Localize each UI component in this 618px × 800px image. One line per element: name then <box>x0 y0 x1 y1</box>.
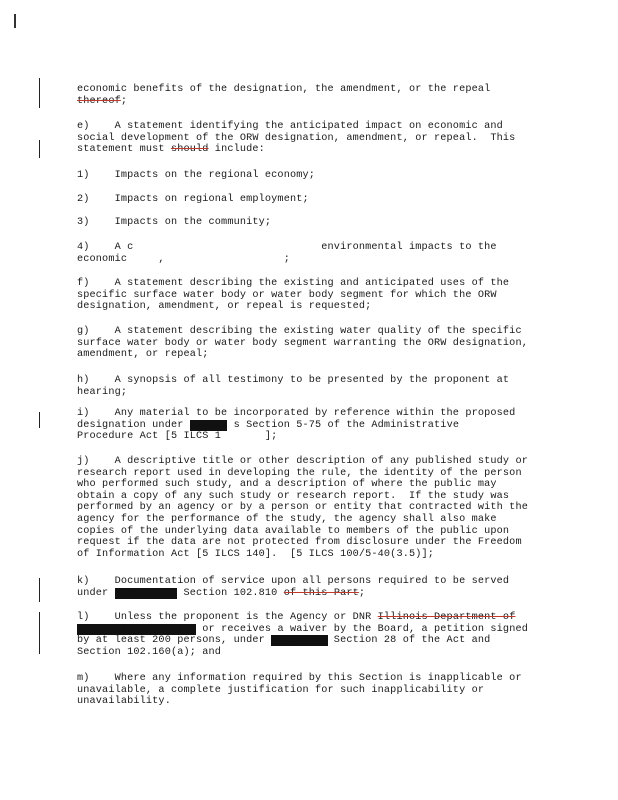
paragraph-e4 <box>77 242 547 265</box>
revision-bar <box>39 578 40 602</box>
paragraph-m <box>77 673 547 708</box>
text-line <box>77 408 547 420</box>
text-line <box>77 673 547 685</box>
text-segment: Section 102.160(a); and <box>77 646 222 658</box>
text-line <box>77 84 547 96</box>
text-line <box>77 242 547 254</box>
paragraph-j <box>77 456 547 560</box>
text-segment: who performed such study, and a description of where the public may <box>77 479 497 491</box>
paragraph-k <box>77 576 547 599</box>
stray-mark <box>14 14 16 28</box>
paragraph-i <box>77 408 547 443</box>
paragraph-e <box>77 121 547 156</box>
text-segment: h) A synopsis of all testimony to be presented by the proponent at <box>77 375 510 386</box>
text-line <box>77 624 547 636</box>
text-line <box>77 387 547 399</box>
text-segment: unavailable, a complete justification for such inapplicability or <box>77 684 485 696</box>
text-segment: Section 102.810 <box>177 587 284 599</box>
text-line <box>77 514 547 526</box>
text-line <box>77 96 547 108</box>
paragraph-h <box>77 375 547 398</box>
text-segment: ; <box>358 587 366 599</box>
text-line <box>77 526 547 538</box>
paragraph-e1 <box>77 170 547 182</box>
text-segment: g) A statement describing the existing water quality of the specific <box>77 326 522 337</box>
text-segment: i) Any material to be incorporated by reference within the proposed <box>77 408 516 419</box>
text-segment: j) A descriptive title or other description of any published study or <box>77 456 528 467</box>
text-segment: designation, amendment, or repeal is requested; <box>77 301 372 313</box>
text-segment: economic , ; <box>77 253 290 265</box>
text-segment: l) Unless the proponent is the Agency or DNR <box>77 612 378 623</box>
paragraph-e3 <box>77 217 547 229</box>
text-line <box>77 375 547 387</box>
text-segment: agency for the performance of the study, the agency shall also make <box>77 513 497 525</box>
text-line <box>77 217 547 229</box>
text-line <box>77 254 547 266</box>
text-line <box>77 647 547 659</box>
text-segment: f) A statement describing the existing and anticipated uses of the <box>77 278 510 289</box>
paragraph-l <box>77 612 547 658</box>
text-segment: surface water body or water body segment warranting the ORW designation, <box>77 337 528 349</box>
text-line <box>77 612 547 624</box>
text-line <box>77 456 547 468</box>
text-segment: m) Where any information required by this Section is inapplicable or <box>77 673 522 684</box>
struck-text: should <box>170 144 209 156</box>
text-line <box>77 301 547 313</box>
text-line <box>77 349 547 361</box>
text-segment: e) A statement identifying the anticipated impact on economic and <box>77 121 503 132</box>
text-line <box>77 278 547 290</box>
text-segment: 4) A c environmental impacts to the <box>77 242 497 253</box>
text-segment: statement must <box>77 144 171 156</box>
text-line <box>77 537 547 549</box>
text-segment: 3) Impacts on the community; <box>77 217 272 228</box>
revision-bar <box>39 612 40 654</box>
text-segment: or receives a waiver by the Board, a petition signed <box>196 623 528 635</box>
text-segment: k) Documentation of service upon all persons required to be served <box>77 576 510 587</box>
text-line <box>77 326 547 338</box>
revision-bar <box>39 140 40 158</box>
text-line <box>77 588 547 600</box>
text-line <box>77 338 547 350</box>
struck-text: Illinois Department of <box>377 612 516 623</box>
text-segment: social development of the ORW designation, amendment, or repeal. This <box>77 132 516 144</box>
text-segment: obtain a copy of any such study or research report. If the study was <box>77 490 510 502</box>
paragraph-econ-tail <box>77 84 547 107</box>
text-line <box>77 194 547 206</box>
text-segment: hearing; <box>77 386 128 398</box>
struck-text: of this Part <box>283 587 359 599</box>
text-line <box>77 144 547 156</box>
text-segment: under <box>77 587 115 599</box>
text-line <box>77 685 547 697</box>
text-line <box>77 635 547 647</box>
text-segment: amendment, or repeal; <box>77 349 209 361</box>
text-line <box>77 479 547 491</box>
paragraph-g <box>77 326 547 361</box>
text-segment: copies of the underlying data available to members of the public upon <box>77 525 510 537</box>
text-segment: performed by an agency or by a person or entity that contracted with the <box>77 502 528 514</box>
text-segment: of Information Act [5 ILCS 140]. [5 ILCS 100/5-40(3.5)]; <box>77 548 435 560</box>
text-line <box>77 502 547 514</box>
text-segment: unavailability. <box>77 696 171 708</box>
text-line <box>77 431 547 443</box>
text-segment: s Section 5-75 of the Administrative <box>227 419 460 431</box>
text-line <box>77 491 547 503</box>
paragraph-e2 <box>77 194 547 206</box>
revision-bar <box>39 78 40 108</box>
text-segment: request if the data are not protected from disclosure under the Freedom <box>77 537 522 549</box>
redacted-text: xxxxxxxxxx <box>114 587 178 599</box>
text-line <box>77 468 547 480</box>
text-line <box>77 420 547 432</box>
revision-bar <box>39 412 40 428</box>
text-line <box>77 121 547 133</box>
text-segment: include: <box>208 144 265 156</box>
text-segment: by at least 200 persons, under <box>77 635 272 647</box>
text-line <box>77 549 547 561</box>
text-segment: economic benefits of the designation, the amendment, or the repeal <box>77 84 491 95</box>
text-segment: specific surface water body or water body segment for which the ORW <box>77 289 497 301</box>
text-segment: 1) Impacts on the regional economy; <box>77 170 316 181</box>
text-line <box>77 576 547 588</box>
text-segment: research report used in developing the rule, the identity of the person <box>77 467 522 479</box>
redacted-text: xxxxxx <box>189 419 228 431</box>
text-line <box>77 133 547 145</box>
text-segment: ; <box>120 95 128 107</box>
text-line <box>77 290 547 302</box>
redacted-text: xxxxxxxxx <box>271 635 328 647</box>
text-line <box>77 170 547 182</box>
struck-text: thereof <box>77 95 121 107</box>
redacted-text: xxxxxxxxxxxxxxxxxxx <box>77 623 197 635</box>
text-segment: Section 28 of the Act and <box>327 635 491 647</box>
text-segment: Procedure Act [5 ILCS 1 ]; <box>77 431 278 443</box>
text-line <box>77 696 547 708</box>
text-segment: designation under <box>77 419 190 431</box>
paragraph-f <box>77 278 547 313</box>
text-segment: 2) Impacts on regional employment; <box>77 194 309 205</box>
